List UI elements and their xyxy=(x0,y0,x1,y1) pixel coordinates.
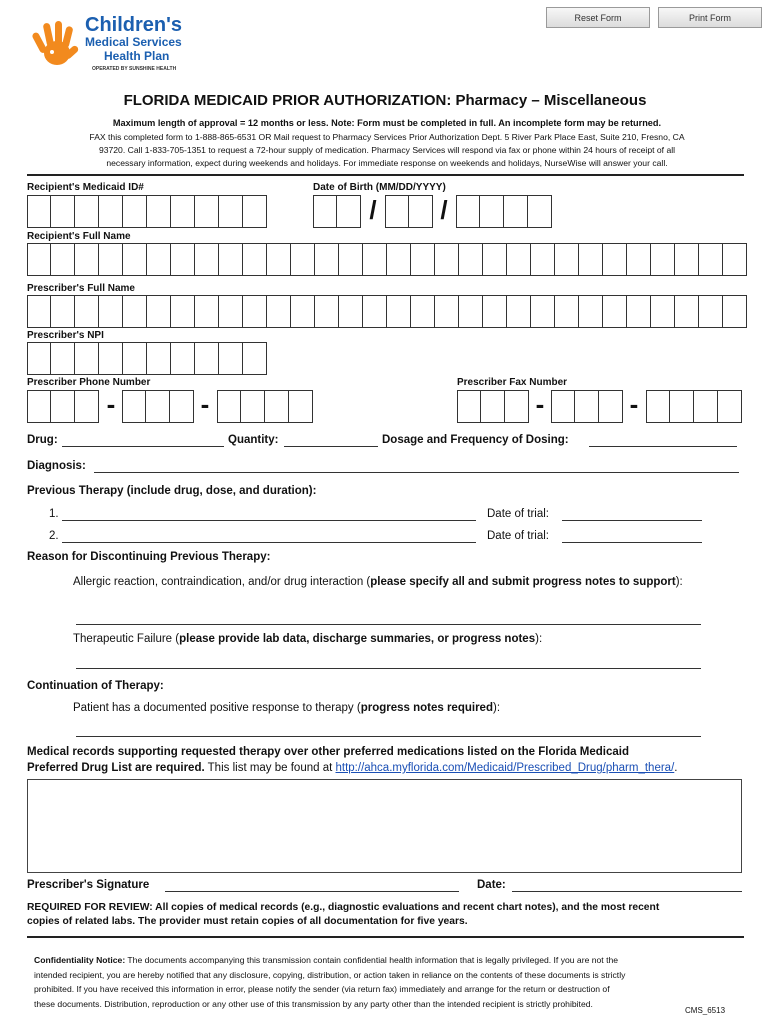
date-of-trial-field-2[interactable] xyxy=(562,530,702,543)
therapeutic-failure-field[interactable] xyxy=(76,656,701,669)
medicaid-id-label: Recipient's Medicaid ID# xyxy=(27,182,144,193)
medicaid-id-input[interactable] xyxy=(27,195,267,228)
quantity-label: Quantity: xyxy=(228,434,279,446)
confidentiality-line2: intended recipient, you are hereby notified that any disclosure, copying, distribution, or action taken in reliance on the contents of these documents is strictly xyxy=(34,969,626,980)
dob-month-input[interactable] xyxy=(313,195,361,228)
previous-therapy-item1: 1. xyxy=(49,508,59,520)
medical-records-plain: This list may be found at xyxy=(204,762,336,774)
drug-field[interactable] xyxy=(62,434,224,447)
previous-therapy-heading: Previous Therapy (include drug, dose, and duration): xyxy=(27,485,317,497)
dosage-field[interactable] xyxy=(589,434,737,447)
logo-line2: Medical Services xyxy=(85,35,182,49)
allergic-reaction-text xyxy=(73,574,713,590)
fax-label: Prescriber Fax Number xyxy=(457,377,568,388)
logo-line1: Children's xyxy=(85,14,182,36)
required-line1: REQUIRED FOR REVIEW: All copies of medical records (e.g., diagnostic evaluations and recent chart notes), and the most recent xyxy=(27,902,660,913)
allergic-bold: please specify all and submit progress notes to support xyxy=(370,576,676,588)
quantity-field[interactable] xyxy=(284,434,378,447)
recipient-name-input[interactable] xyxy=(27,243,747,276)
fax-instructions-3: necessary information, expect during weekends and holidays. For immediate response on weekends and holidays, NurseWise will answer your call. xyxy=(106,158,668,168)
diagnosis-field[interactable] xyxy=(94,460,739,473)
confidentiality-line4: these documents. Distribution, reproduction or any other use of this transmission by any party other than the intended recipient is strictly prohibited. xyxy=(34,998,593,1009)
previous-therapy-field-1[interactable] xyxy=(62,508,476,521)
fax-instructions-1: FAX this completed form to 1-888-865-6531 OR Mail request to Pharmacy Services Prior Authorization Dept. 5 River Park Place East, Suite 210, Fresno, CA xyxy=(89,132,685,142)
divider-bottom xyxy=(27,936,744,938)
form-code: CMS_6513 xyxy=(685,1006,726,1015)
prescriber-name-input[interactable] xyxy=(27,295,747,328)
allergic-end: ): xyxy=(675,576,683,588)
confidentiality-label: Confidentiality Notice: xyxy=(34,955,126,965)
previous-therapy-item2: 2. xyxy=(49,530,59,542)
required-line2: copies of related labs. The provider must retain copies of all documentation for five years. xyxy=(27,916,468,927)
dob-slash-1: / xyxy=(369,195,377,225)
reason-heading: Reason for Discontinuing Previous Therapy: xyxy=(27,551,271,563)
phone-line-input[interactable] xyxy=(217,390,313,423)
divider xyxy=(27,174,744,176)
continuation-text xyxy=(73,702,500,714)
signature-date-field[interactable] xyxy=(512,879,742,892)
date-of-trial-field-1[interactable] xyxy=(562,508,702,521)
pdl-link[interactable]: http://ahca.myflorida.com/Medicaid/Prescribed_Drug/pharm_thera/ xyxy=(335,762,675,774)
confidentiality-line1: The documents accompanying this transmission contain confidential health information that is legally privileged. If you are not the xyxy=(125,955,619,965)
diagnosis-label: Diagnosis: xyxy=(27,460,86,472)
npi-label: Prescriber's NPI xyxy=(27,330,104,341)
confidentiality-line3: prohibited. If you have received this information in error, please notify the sender (via return fax) immediately and arrange for the return or destruction of xyxy=(34,984,610,994)
medical-records-textarea[interactable] xyxy=(27,779,742,873)
previous-therapy-field-2[interactable] xyxy=(62,530,476,543)
dob-day-input[interactable] xyxy=(385,195,433,228)
confidentiality-notice xyxy=(34,953,739,1011)
continuation-bold: progress notes required xyxy=(360,702,493,714)
continuation-heading: Continuation of Therapy: xyxy=(27,680,164,692)
fax-dash-2: - xyxy=(629,389,639,419)
phone-dash-1: - xyxy=(106,389,116,419)
continuation-end: ): xyxy=(492,702,501,714)
preferred-drug-list-bold: Preferred Drug List are required. xyxy=(27,762,205,774)
fax-area-input[interactable] xyxy=(457,390,529,423)
fax-dash-1: - xyxy=(535,389,545,419)
phone-area-input[interactable] xyxy=(27,390,99,423)
recipient-name-label: Recipient's Full Name xyxy=(27,231,131,242)
prescriber-name-label: Prescriber's Full Name xyxy=(27,283,135,294)
therapeutic-failure-text xyxy=(73,633,542,645)
allergic-reaction-field[interactable] xyxy=(76,612,701,625)
logo-line3: Health Plan xyxy=(104,49,170,63)
continuation-field[interactable] xyxy=(76,724,701,737)
date-of-trial-label-1: Date of trial: xyxy=(487,508,549,520)
phone-prefix-input[interactable] xyxy=(122,390,194,423)
fax-prefix-input[interactable] xyxy=(551,390,623,423)
hand-icon xyxy=(30,18,80,70)
signature-field[interactable] xyxy=(165,879,459,892)
reset-form-button[interactable]: Reset Form xyxy=(546,7,650,28)
failure-bold: please provide lab data, discharge summaries, or progress notes xyxy=(179,633,536,645)
signature-date-label: Date: xyxy=(477,879,506,891)
phone-dash-2: - xyxy=(200,389,210,419)
npi-input[interactable] xyxy=(27,342,267,375)
form-title: FLORIDA MEDICAID PRIOR AUTHORIZATION: Pharmacy – Miscellaneous xyxy=(123,92,647,109)
failure-plain: Therapeutic Failure ( xyxy=(73,633,180,645)
fax-line-input[interactable] xyxy=(646,390,742,423)
medical-records-end: . xyxy=(674,762,678,774)
print-form-button[interactable]: Print Form xyxy=(658,7,762,28)
continuation-plain: Patient has a documented positive response to therapy ( xyxy=(73,702,361,714)
approval-notice: Maximum length of approval = 12 months or less. Note: Form must be completed in full. An incomplete form may be returned. xyxy=(112,118,662,128)
medical-records-line2 xyxy=(27,762,677,774)
dosage-label: Dosage and Frequency of Dosing: xyxy=(382,434,569,446)
logo xyxy=(30,14,200,74)
drug-label: Drug: xyxy=(27,434,58,446)
signature-label: Prescriber's Signature xyxy=(27,879,150,891)
dob-slash-2: / xyxy=(440,195,448,225)
medical-records-line1: Medical records supporting requested therapy over other preferred medications listed on the Florida Medicaid xyxy=(27,746,629,758)
date-of-trial-label-2: Date of trial: xyxy=(487,530,549,542)
phone-label: Prescriber Phone Number xyxy=(27,377,151,388)
logo-line4: OPERATED BY SUNSHINE HEALTH xyxy=(92,66,177,72)
dob-label: Date of Birth (MM/DD/YYYY) xyxy=(313,182,446,193)
dob-year-input[interactable] xyxy=(456,195,552,228)
allergic-plain: Allergic reaction, contraindication, and/or drug interaction ( xyxy=(73,576,371,588)
fax-instructions-2: 93720. Call 1-833-705-1351 to request a 72-hour supply of medication. Pharmacy Services will respond via fax or phone within 24 hours of receipt of all xyxy=(98,145,676,155)
failure-end: ): xyxy=(535,633,543,645)
